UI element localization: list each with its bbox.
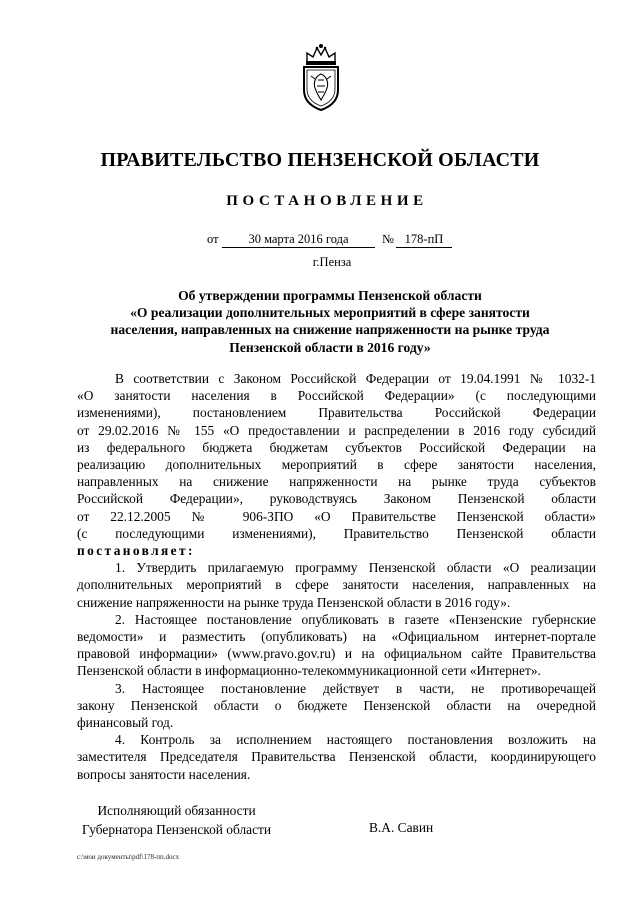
document-type: ПОСТАНОВЛЕНИЕ xyxy=(226,193,428,209)
item-4-line: 4. Контроль за исполнением настоящего постановления возложить на xyxy=(115,732,596,748)
government-title: ПРАВИТЕЛЬСТВО ПЕНЗЕНСКОЙ ОБЛАСТИ xyxy=(100,149,540,171)
preamble-line: изменениями), постановлением Правительства Российской Федерации xyxy=(77,405,596,421)
number-sign: № xyxy=(382,232,394,246)
document-heading xyxy=(80,287,580,356)
item-2-line: Пензенской области в информационно-телекоммуникационной сети «Интернет». xyxy=(77,663,541,679)
preamble-line: из федерального бюджета бюджетам субъектов Российской Федерации на xyxy=(77,439,596,455)
position-line: Исполняющий обязанности xyxy=(97,803,256,818)
city-name: г.Пенза xyxy=(312,255,352,269)
signatory-position xyxy=(82,801,271,839)
preamble-line: «О занятости населения в Российской Федерации» (с последующими xyxy=(77,388,596,404)
item-3-line: закону Пензенской области о бюджете Пензенской области на очередной xyxy=(77,697,596,713)
date-prefix: от xyxy=(207,232,219,246)
item-4-line: заместителя Председателя Правительства Пензенской области, координирующего xyxy=(77,749,596,765)
heading-line: Об утверждении программы Пензенской области xyxy=(178,288,482,303)
penza-coat-of-arms-icon xyxy=(298,42,344,112)
preamble-line: направленных на снижение напряженности на рынке труда субъектов xyxy=(77,474,596,490)
heading-line: населения, направленных на снижение напряженности на рынке труда xyxy=(110,322,550,338)
preamble-line: от 22.12.2005 № 906-ЗПО «О Правительстве Пензенской области» xyxy=(77,508,596,524)
item-1-line: дополнительных мероприятий в сфере занятости населения, направленных на xyxy=(77,577,596,593)
resolves-word: постановляет: xyxy=(77,543,195,559)
heading-line: «О реализации дополнительных мероприятий в сфере занятости xyxy=(130,305,530,321)
preamble-line: Российской Федерации», руководствуясь Законом Пензенской области xyxy=(77,491,596,507)
item-1-line: снижение напряженности на рынке труда Пензенской области в 2016 году». xyxy=(77,594,511,610)
item-3-line: 3. Настоящее постановление действует в части, не противоречащей xyxy=(115,680,596,696)
item-3-line: финансовый год. xyxy=(77,715,174,731)
date-number-line xyxy=(0,232,640,250)
preamble-line: В соответствии с Законом Российской Федерации от 19.04.1991 № 1032-1 xyxy=(115,371,596,386)
item-4-line: вопросы занятости населения. xyxy=(77,766,251,782)
item-2-line: 2. Настоящее постановление опубликовать в газете «Пензенские губернские xyxy=(115,611,596,627)
document-date: 30 марта 2016 года xyxy=(222,232,375,248)
file-path-footer: c:\мои документы\pdf\178-пп.docx xyxy=(77,853,180,861)
position-line: Губернатора Пензенской области xyxy=(82,822,272,837)
heading-line: Пензенской области в 2016 году» xyxy=(229,339,431,355)
document-body xyxy=(77,370,596,783)
preamble-line: от 29.02.2016 № 155 «О предоставлении и распределении в 2016 году субсидий xyxy=(77,422,596,438)
signatory-name: В.А. Савин xyxy=(369,820,434,835)
item-1-line: 1. Утвердить прилагаемую программу Пензенской области «О реализации xyxy=(115,560,596,576)
document-number: 178-пП xyxy=(396,232,452,248)
item-2-line: правовой информации» (www.pravo.gov.ru) и на официальном сайте Правительства xyxy=(77,646,596,662)
preamble-line: (с последующими изменениями), Правительство Пензенской области xyxy=(77,525,596,541)
preamble-line: реализацию дополнительных мероприятий в сфере занятости населения, xyxy=(77,457,596,473)
item-2-line: ведомости» и разместить (опубликовать) на «Официальном интернет-портале xyxy=(77,629,596,645)
